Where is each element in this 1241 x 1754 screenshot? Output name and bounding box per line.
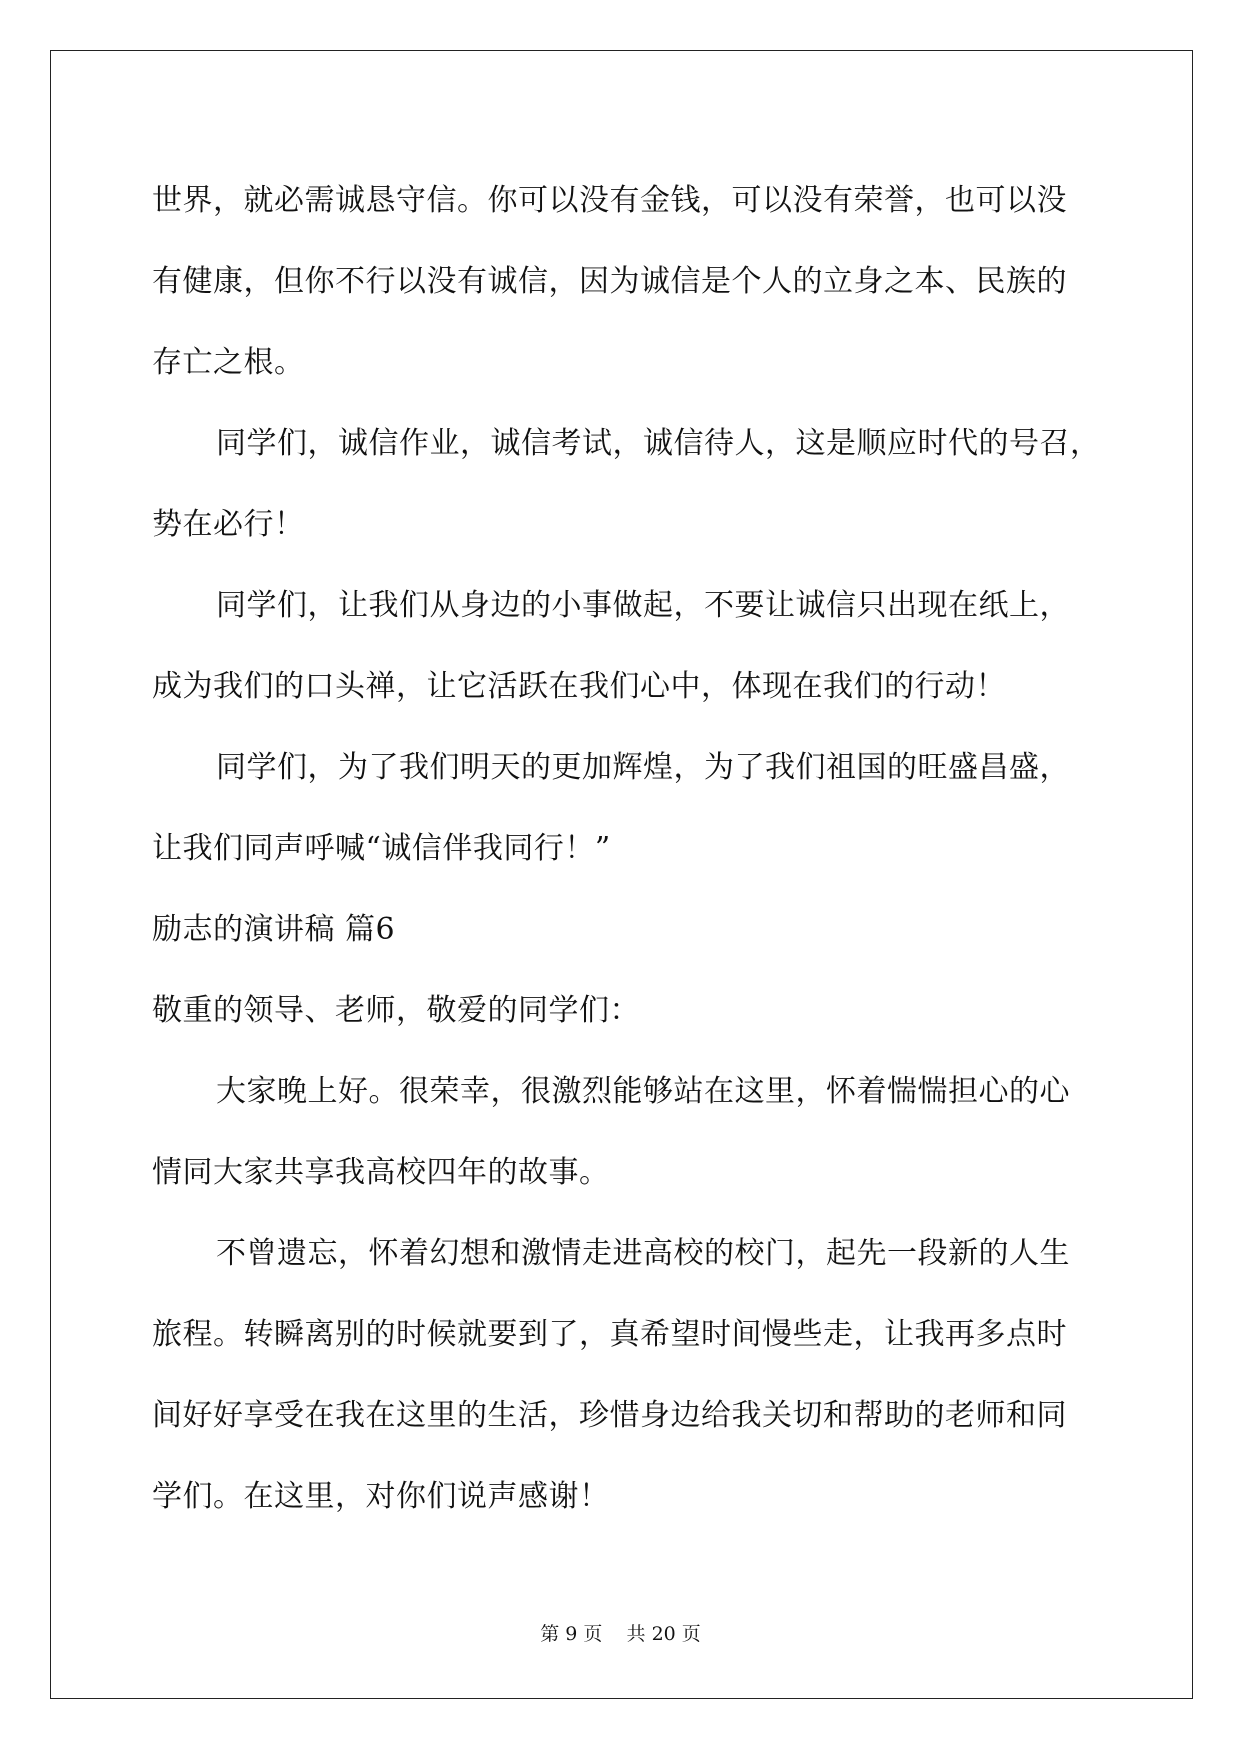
text-line: 不曾遗忘，怀着幻想和激情走进高校的校门，起先一段新的人生 [216,1236,1070,1271]
text-line: 存亡之根。 [152,345,305,380]
text-line: 旅程。转瞬离别的时候就要到了，真希望时间慢些走，让我再多点时 [152,1317,1067,1352]
text-line: 情同大家共享我高校四年的故事。 [152,1155,610,1190]
salutation: 敬重的领导、老师，敬爱的同学们： [152,993,640,1028]
document-body [152,160,1101,1537]
text-line: 成为我们的口头禅，让它活跃在我们心中，体现在我们的行动！ [152,669,1006,704]
text-line: 同学们，让我们从身边的小事做起，不要让诚信只出现在纸上， [216,588,1070,623]
text-line: 世界，就必需诚恳守信。你可以没有金钱，可以没有荣誉，也可以没 [152,183,1067,218]
text-line: 势在必行！ [152,507,305,542]
text-line: 有健康，但你不行以没有诚信，因为诚信是个人的立身之本、民族的 [152,264,1067,299]
text-line: 学们。在这里，对你们说声感谢！ [152,1479,610,1514]
text-line: 同学们，诚信作业，诚信考试，诚信待人，这是顺应时代的号召， [216,426,1101,461]
page-number-footer: 第 9 页 共 20 页 [540,1623,701,1645]
text-line: 大家晚上好。很荣幸，很激烈能够站在这里，怀着惴惴担心的心 [216,1074,1070,1109]
text-line: 间好好享受在我在这里的生活，珍惜身边给我关切和帮助的老师和同 [152,1398,1067,1433]
text-line: 同学们，为了我们明天的更加辉煌，为了我们祖国的旺盛昌盛， [216,750,1070,785]
section-heading: 励志的演讲稿 篇6 [152,912,396,947]
text-line: 让我们同声呼喊“诚信伴我同行！” [152,831,611,866]
